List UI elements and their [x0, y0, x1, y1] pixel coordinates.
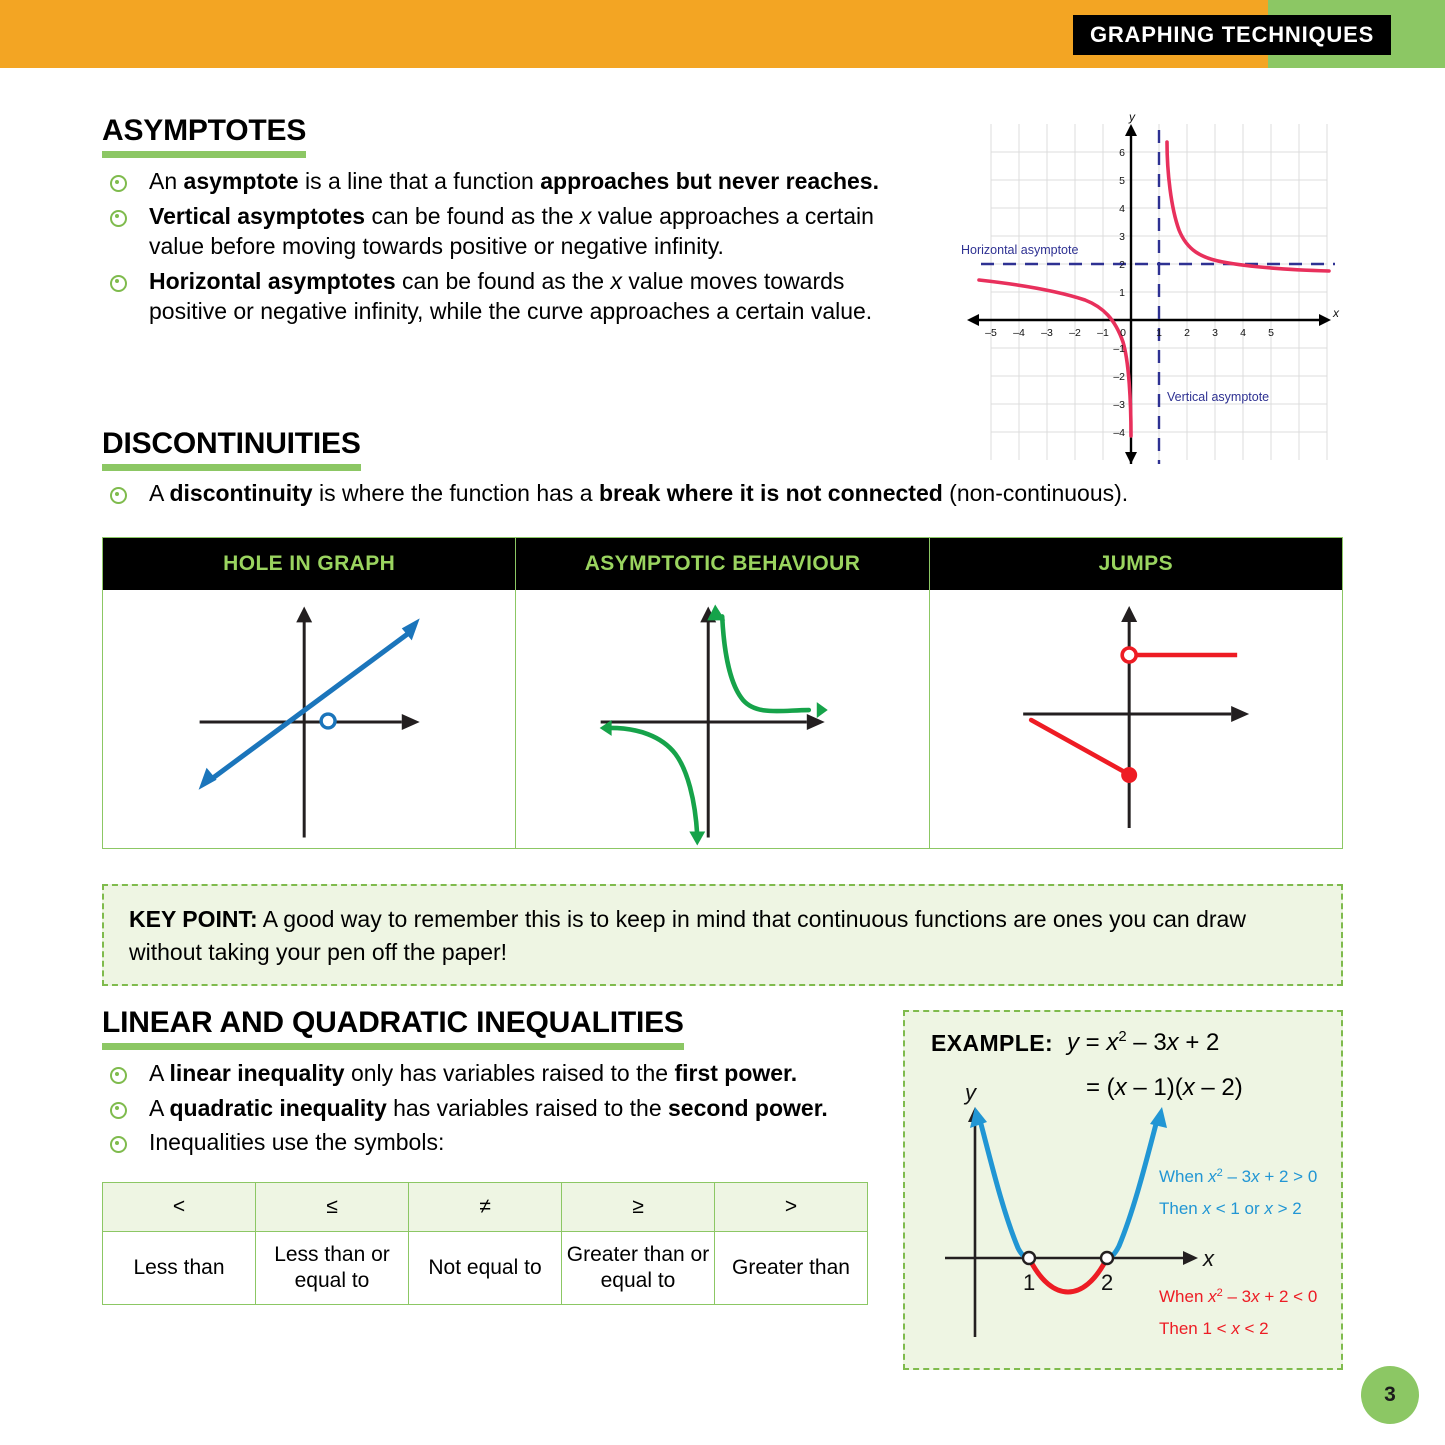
table-header-hole-in-graph: HOLE IN GRAPH — [103, 538, 516, 590]
positive-note-line2: Then x < 1 or x > 2 — [1159, 1199, 1302, 1218]
y-axis-label: y — [1129, 112, 1135, 124]
horizontal-asymptote-label: Horizontal asymptote — [961, 243, 1079, 257]
list-item — [102, 1058, 902, 1089]
key-point-text — [129, 903, 1319, 970]
key-point-body: A good way to remember this is to keep in mind that continuous functions are ones you can draw without taking your pen off the paper! — [129, 906, 1246, 966]
rational-curve-right — [1167, 142, 1329, 271]
header-title-banner — [1073, 15, 1391, 55]
key-point-label: KEY POINT: — [129, 906, 258, 932]
bullet-icon — [110, 210, 127, 227]
asymptotes-bullet-list — [102, 166, 892, 331]
parabola-left-positive — [981, 1124, 1029, 1258]
discontinuities-bullet-list — [102, 478, 1332, 513]
list-item — [102, 201, 892, 262]
table-row — [103, 590, 1342, 848]
inequalities-bullet-3: Inequalities use the symbols: — [149, 1129, 445, 1156]
example-box — [903, 1010, 1343, 1370]
svg-text:–3: –3 — [1041, 327, 1053, 339]
table-header-row — [103, 1183, 868, 1232]
svg-text:0: 0 — [1120, 327, 1126, 339]
header-title-text: GRAPHING TECHNIQUES — [1089, 22, 1375, 47]
asymptote-graph-figure — [955, 112, 1345, 474]
line-segment — [211, 632, 410, 779]
meaning-cell-greater-or-equal: Greater than or equal to — [562, 1232, 715, 1305]
svg-text:3: 3 — [1119, 231, 1125, 243]
svg-text:4: 4 — [1119, 203, 1125, 215]
list-item — [102, 1127, 902, 1158]
table-row — [103, 1232, 868, 1305]
svg-text:–2: –2 — [1113, 371, 1125, 383]
asymptotic-behaviour-diagram — [516, 590, 928, 848]
heading-rule — [102, 1043, 684, 1050]
hole-in-graph-diagram — [103, 590, 515, 848]
asymptotic-behaviour-cell — [516, 590, 929, 848]
example-equation-line2: = (x – 1)(x – 2) — [1086, 1074, 1243, 1101]
asymptotes-bullet-3: Horizontal asymptotes can be found as the x value moves towards positive or negative infinity, while the curve approaches a certain value. — [149, 267, 873, 325]
root-marker-2 — [1101, 1252, 1113, 1264]
svg-text:2: 2 — [1119, 259, 1125, 271]
hyperbola-branch-upper — [722, 616, 809, 711]
page-number-badge: 3 — [1361, 1366, 1419, 1424]
svg-text:–1: –1 — [1097, 327, 1109, 339]
table-header-asymptotic-behaviour: ASYMPTOTIC BEHAVIOUR — [516, 538, 929, 590]
svg-text:–4: –4 — [1013, 327, 1025, 339]
svg-text:1: 1 — [1156, 327, 1162, 339]
discontinuities-bullet-1: A discontinuity is where the function has a break where it is not connected (non-continuous). — [149, 480, 1129, 506]
negative-note-line2: Then 1 < x < 2 — [1159, 1319, 1269, 1338]
svg-text:–1: –1 — [1113, 343, 1125, 355]
inequalities-bullet-1: A linear inequality only has variables raised to the first power. — [149, 1060, 798, 1086]
svg-text:1: 1 — [1119, 287, 1125, 299]
discontinuities-table — [102, 537, 1343, 849]
svg-text:4: 4 — [1240, 327, 1246, 339]
open-point-marker — [321, 714, 335, 728]
inequalities-bullet-list — [102, 1058, 902, 1162]
list-item — [102, 266, 892, 327]
list-item — [102, 166, 892, 197]
symbol-cell-not-equal: ≠ — [409, 1183, 562, 1232]
root-label-2: 2 — [1101, 1270, 1114, 1295]
parabola-negative-arc — [1029, 1258, 1107, 1292]
key-point-box — [102, 884, 1343, 986]
bullet-icon — [110, 175, 127, 192]
svg-text:3: 3 — [1212, 327, 1218, 339]
page-header — [0, 0, 1445, 68]
asymptotes-bullet-2: Vertical asymptotes can be found as the x value approaches a certain value before moving towards positive or negative infinity. — [149, 202, 874, 260]
y-axis-label: y — [965, 1080, 976, 1105]
list-item — [102, 1093, 902, 1124]
inequality-symbols-table — [102, 1182, 868, 1305]
svg-text:2: 2 — [1184, 327, 1190, 339]
heading-rule — [102, 151, 306, 158]
closed-point-marker — [1121, 767, 1137, 783]
symbol-cell-greater-than: > — [715, 1183, 868, 1232]
lower-branch — [1031, 720, 1128, 774]
parabola-right-positive — [1107, 1124, 1156, 1258]
x-axis-label: x — [1203, 1246, 1214, 1271]
svg-text:5: 5 — [1119, 175, 1125, 187]
bullet-icon — [110, 1102, 127, 1119]
bullet-icon — [110, 1067, 127, 1084]
svg-text:5: 5 — [1268, 327, 1274, 339]
svg-text:–2: –2 — [1069, 327, 1081, 339]
meaning-cell-less-or-equal: Less than or equal to — [256, 1232, 409, 1305]
meaning-cell-less-than: Less than — [103, 1232, 256, 1305]
asymptotes-bullet-1: An asymptote is a line that a function approaches but never reaches. — [149, 168, 879, 194]
jumps-cell — [930, 590, 1342, 848]
asymptotes-heading-text: ASYMPTOTES — [102, 114, 307, 147]
symbol-cell-less-than: < — [103, 1183, 256, 1232]
discontinuities-heading-text: DISCONTINUITIES — [102, 427, 361, 460]
symbol-cell-less-or-equal: ≤ — [256, 1183, 409, 1232]
meaning-cell-not-equal: Not equal to — [409, 1232, 562, 1305]
svg-text:6: 6 — [1119, 147, 1125, 159]
example-equation-line1: $y = x^2 - 3x + 2$ — [1067, 1029, 1220, 1056]
heading-rule — [102, 464, 361, 471]
inequalities-heading-text: LINEAR AND QUADRATIC INEQUALITIES — [102, 1006, 684, 1039]
open-point-marker — [1122, 648, 1136, 662]
negative-note-line1: When $x^2 - 3x + 2 < 0$ — [1159, 1287, 1318, 1306]
rational-curve-left — [979, 280, 1131, 436]
inequalities-bullet-2: A quadratic inequality has variables raised to the second power. — [149, 1094, 828, 1121]
svg-text:–5: –5 — [985, 327, 997, 339]
root-label-1: 1 — [1023, 1270, 1036, 1295]
meaning-cell-greater-than: Greater than — [715, 1232, 868, 1305]
jumps-diagram — [930, 590, 1342, 848]
list-item — [102, 478, 1332, 509]
svg-text:–4: –4 — [1113, 427, 1125, 439]
inequalities-heading — [102, 1006, 684, 1050]
x-axis-label: x — [1333, 306, 1339, 320]
vertical-asymptote-label: Vertical asymptote — [1167, 390, 1270, 404]
bullet-icon — [110, 275, 127, 292]
positive-note-line1: When $x^2 - 3x + 2 > 0$ — [1159, 1167, 1318, 1186]
discontinuities-heading — [102, 427, 361, 471]
quadratic-inequality-diagram — [915, 1062, 1345, 1367]
svg-text:–3: –3 — [1113, 399, 1125, 411]
bullet-icon — [110, 487, 127, 504]
symbol-cell-greater-or-equal: ≥ — [562, 1183, 715, 1232]
bullet-icon — [110, 1136, 127, 1153]
hyperbola-branch-lower — [611, 728, 698, 836]
table-header-row — [103, 538, 1342, 590]
example-label: EXAMPLE: — [931, 1030, 1054, 1056]
hole-in-graph-cell — [103, 590, 516, 848]
page-title — [102, 114, 306, 158]
root-marker-1 — [1023, 1252, 1035, 1264]
table-header-jumps: JUMPS — [1098, 552, 1173, 575]
